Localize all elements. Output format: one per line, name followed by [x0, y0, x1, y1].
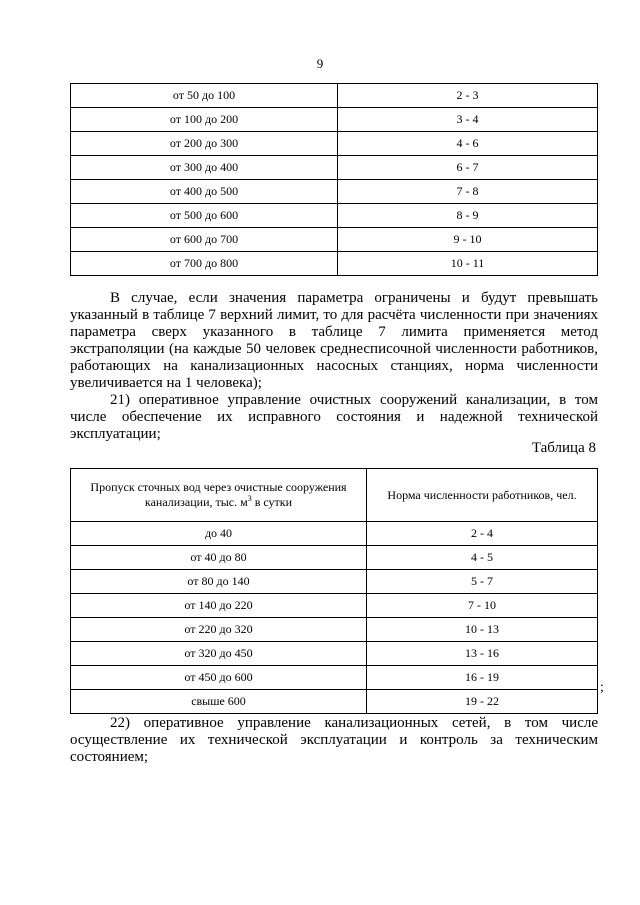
table-row [71, 204, 598, 228]
norm-cell: 16 - 19 [367, 666, 598, 690]
range-cell: от 400 до 500 [71, 180, 338, 204]
range-cell: от 200 до 300 [71, 132, 338, 156]
header-norm: Норма численности работников, чел. [367, 469, 598, 522]
norm-cell: 9 - 10 [338, 228, 598, 252]
norm-cell: 3 - 4 [338, 108, 598, 132]
table-row [71, 618, 598, 642]
norm-cell: 10 - 13 [367, 618, 598, 642]
range-cell: от 80 до 140 [71, 570, 367, 594]
range-cell: от 300 до 400 [71, 156, 338, 180]
header-throughput [71, 469, 367, 522]
page-number: 9 [316, 56, 324, 71]
paragraph-extrapolation: В случае, если значения параметра ограничены и будут превышать указанный в таблице 7 верхний лимит, то для расчёта численности при значениях параметра сверх указанного в таблице 7 лимита применяется метод экстраполяции (на каждые 50 человек среднесписочной численности работников, работающих на канализационных насосных станциях, норма численности увеличивается на 1 человека); [70, 290, 598, 391]
norm-cell: 7 - 8 [338, 180, 598, 204]
norm-cell: 2 - 4 [367, 522, 598, 546]
table-8-end-semicolon: ; [600, 680, 604, 695]
table-row [71, 570, 598, 594]
range-cell: от 450 до 600 [71, 666, 367, 690]
norm-cell: 6 - 7 [338, 156, 598, 180]
range-cell: свыше 600 [71, 690, 367, 714]
norm-cell: 4 - 6 [338, 132, 598, 156]
table-8 [70, 468, 598, 714]
table-header-row [71, 469, 598, 522]
table-row [71, 228, 598, 252]
paragraph-item-21: 21) оперативное управление очистных сооружений канализации, в том числе обеспечение их исправного состояния и надежной технической эксплуатации; [70, 392, 598, 442]
range-cell: от 500 до 600 [71, 204, 338, 228]
header-unit-superscript: 3 [247, 494, 252, 503]
table-row [71, 642, 598, 666]
table-7-continuation [70, 83, 598, 276]
norm-cell: 8 - 9 [338, 204, 598, 228]
table-row [71, 108, 598, 132]
range-cell: от 140 до 220 [71, 594, 367, 618]
range-cell: от 100 до 200 [71, 108, 338, 132]
norm-cell: 5 - 7 [367, 570, 598, 594]
norm-cell: 13 - 16 [367, 642, 598, 666]
table-row [71, 522, 598, 546]
range-cell: от 600 до 700 [71, 228, 338, 252]
range-cell: от 220 до 320 [71, 618, 367, 642]
table-row [71, 252, 598, 276]
table-row [71, 180, 598, 204]
range-cell: от 320 до 450 [71, 642, 367, 666]
table-row [71, 666, 598, 690]
range-cell: до 40 [71, 522, 367, 546]
norm-cell: 19 - 22 [367, 690, 598, 714]
table-row [71, 132, 598, 156]
table-row [71, 156, 598, 180]
table-row [71, 690, 598, 714]
norm-cell: 4 - 5 [367, 546, 598, 570]
table-8-label: Таблица 8 [531, 440, 596, 456]
norm-cell: 7 - 10 [367, 594, 598, 618]
header-throughput-line1: Пропуск сточных вод через очистные сооружения [90, 480, 347, 494]
range-cell: от 700 до 800 [71, 252, 338, 276]
paragraph-item-22: 22) оперативное управление канализационных сетей, в том числе осуществление их технической эксплуатации и контроль за техническим состоянием; [70, 715, 598, 765]
table-row [71, 84, 598, 108]
norm-cell: 2 - 3 [338, 84, 598, 108]
table-row [71, 546, 598, 570]
norm-cell: 10 - 11 [338, 252, 598, 276]
header-throughput-line2-tail: в сутки [251, 495, 293, 509]
range-cell: от 40 до 80 [71, 546, 367, 570]
table-row [71, 594, 598, 618]
range-cell: от 50 до 100 [71, 84, 338, 108]
header-throughput-line2: канализации, тыс. м [144, 495, 248, 509]
